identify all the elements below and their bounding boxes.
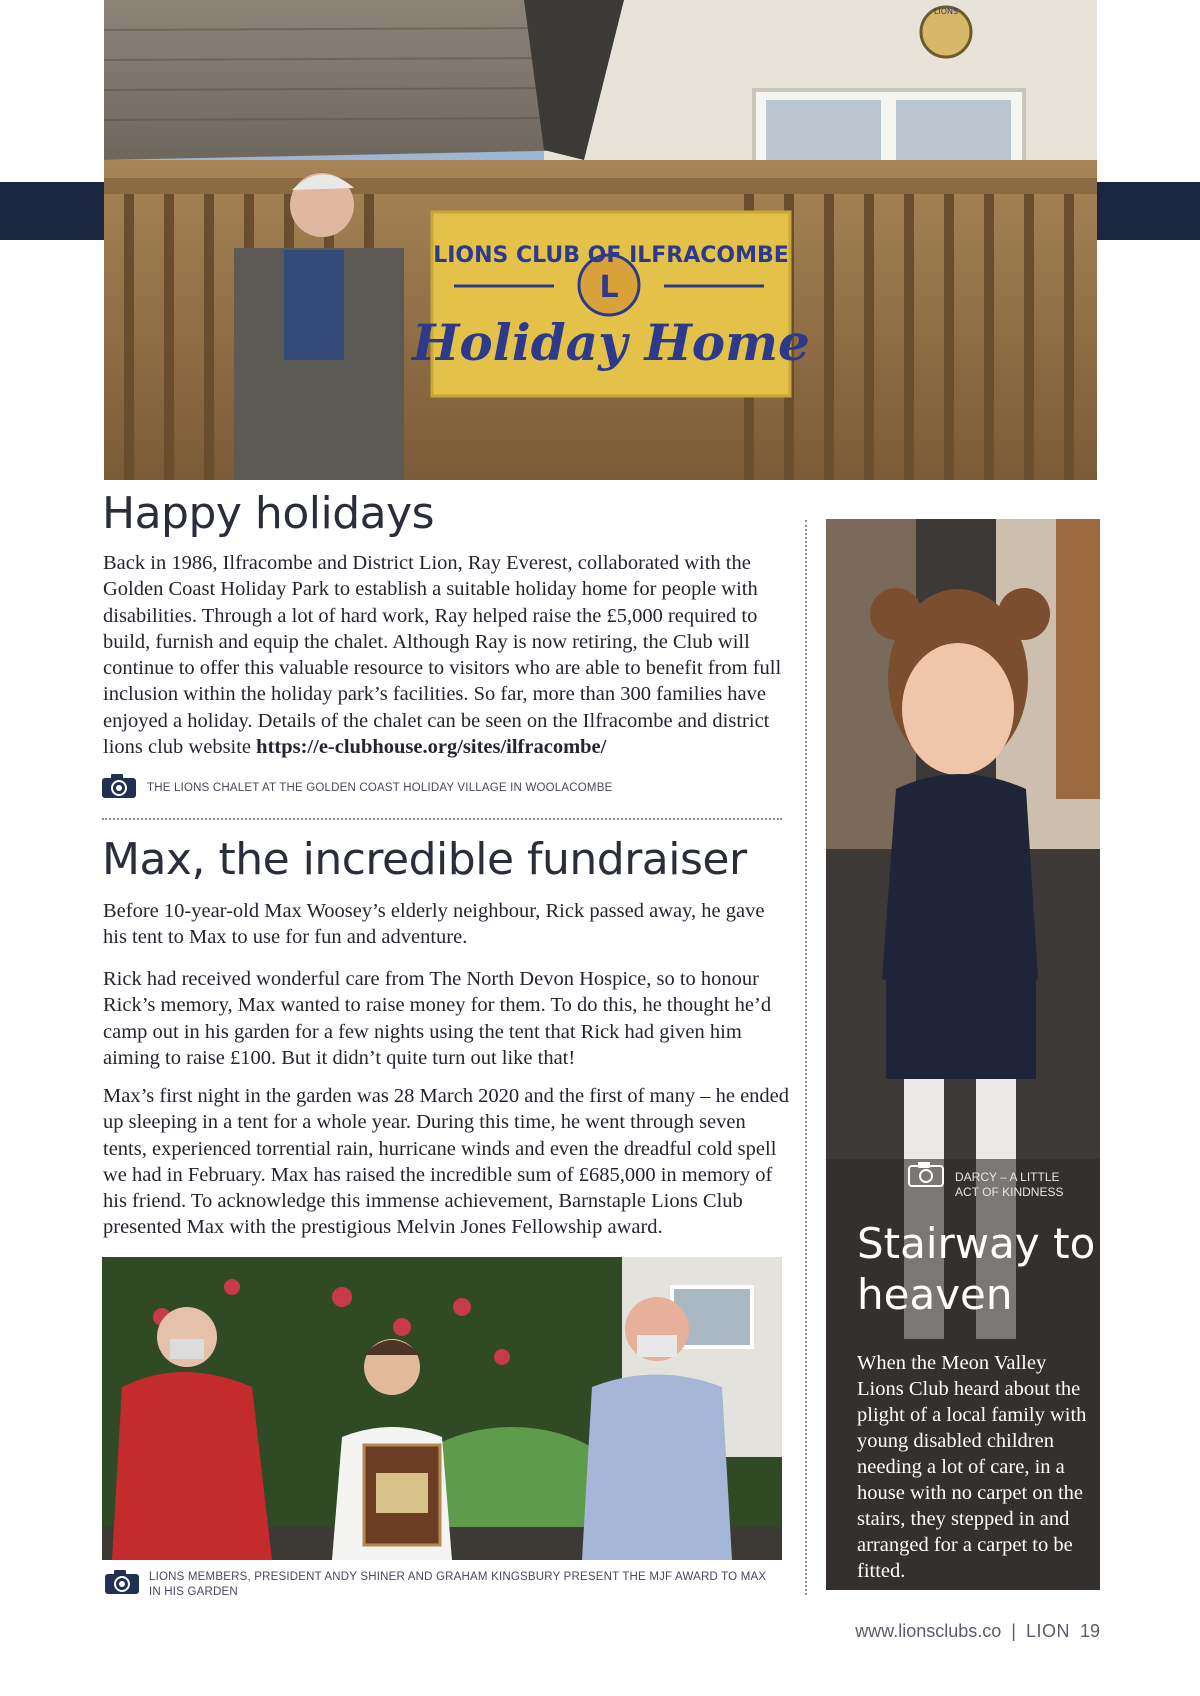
column-divider [805, 520, 807, 1595]
award-presentation-photo [102, 1257, 782, 1560]
page-footer: www.lionsclubs.co | LION 19 [855, 1621, 1100, 1641]
article-body-happy-holidays [103, 550, 793, 760]
article-paragraph-2: Rick had received wonderful care from The North Devon Hospice, so to honour Rick’s memory, Max wanted to raise money for them. To do this, he thought he’d camp out in his garden for a few nights using the tent that Rick had given him aiming to raise £100. But it didn’t quite turn out like that! [103, 968, 772, 1069]
camera-icon [104, 1569, 140, 1595]
photo-caption-chalet: THE LIONS CHALET AT THE GOLDEN COAST HOLIDAY VILLAGE IN WOOLACOMBE [147, 782, 613, 794]
article-paragraph-1: Before 10-year-old Max Woosey’s elderly neighbour, Rick passed away, he gave his tent to Max to use for fun and adventure. [103, 900, 765, 949]
article-title-happy-holidays: Happy holidays [102, 488, 435, 539]
article-paragraph-3: Max’s first night in the garden was 28 March 2020 and the first of many – he ended up sleeping in a tent for a whole year. During this time, he went through seven tents, experienced torrential rain, hurricane winds and even the dreadful cold spell we had in February. Max has raised the incredible sum of £685,000 in memory of his friend. To acknowledge this immense achievement, Barnstaple Lions Club presented Max with the prestigious Melvin Jones Fellowship award. [103, 1085, 790, 1239]
section-divider [102, 818, 782, 820]
sidebar-body-stairway: When the Meon Valley Lions Club heard about the plight of a local family with young disabled children needing a lot of care, in a house with no carpet on the stairs, they stepped in and arranged for a carpet to be fitted. [857, 1351, 1087, 1583]
footer-page-number: 19 [1079, 1621, 1100, 1641]
header-band-right [1097, 182, 1200, 240]
hero-sign-top-text: LIONS CLUB OF ILFRACOMBE [433, 243, 789, 268]
sidebar-title-stairway: Stairway to heaven [857, 1219, 1096, 1319]
club-website-link[interactable]: https://e-clubhouse.org/sites/ilfracombe/ [256, 736, 607, 759]
article-body-text: Back in 1986, Ilfracombe and District Lion, Ray Everest, collaborated with the Golden Coast Holiday Park to establish a suitable holiday home for people with disabilities. Through a lot of hard work, Ray helped raise the £5,000 required to build, furnish and equip the chalet. Although Ray is now retiring, the Club will continue to offer this valuable resource to visitors who are able to benefit from full inclusion within the holiday park’s facilities. So far, more than 300 families have enjoyed a holiday. Details of the chalet can be seen on the Ilfracombe and district lions club website [103, 552, 782, 759]
header-band-left [0, 182, 104, 240]
hero-emblem-letter: L [599, 270, 619, 305]
camera-icon [908, 1161, 944, 1187]
article-title-max-fundraiser: Max, the incredible fundraiser [102, 834, 747, 885]
hero-emblem-text: LIONS [933, 7, 959, 16]
footer-magazine-name: LION [1025, 1621, 1070, 1641]
hero-photo-chalet [104, 0, 1097, 480]
camera-icon [101, 773, 137, 799]
hero-sign-bottom-text: Holiday Home [412, 313, 810, 372]
photo-caption-darcy: DARCY – A LITTLE ACT OF KINDNESS [955, 1170, 1064, 1199]
footer-website[interactable]: www.lionsclubs.co [855, 1621, 1002, 1641]
photo-caption-award: LIONS MEMBERS, PRESIDENT ANDY SHINER AND GRAHAM KINGSBURY PRESENT THE MJF AWARD TO MAX IN HIS GARDEN [149, 1571, 767, 1598]
